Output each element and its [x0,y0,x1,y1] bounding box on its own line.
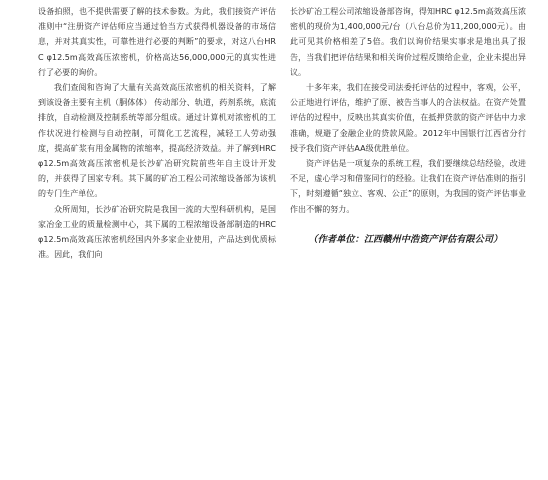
author-affiliation: （作者单位：江西赣州中浩资产评估有限公司） [308,233,503,245]
left-column [38,4,276,262]
paragraph-left-3: 众所周知，长沙矿冶研究院是我国一流的大型科研机构，是国家冶金工业的质量检测中心，其下属的工程浓缩设备部制造的HRC φ12.5m高效高压浓密机经国内外多家企业使用，产品达到优质标准。因此，我们向 [38,204,276,260]
paragraph-left-1: 设备拍照，也不提供需要了解的技术参数。为此，我们接资产评估准则中“注册资产评估师应当通过恰当方式获得机器设备的市场信息，并对其真实性，可靠性进行必要的判断”的要求，对这八台HRC φ12.5m高效高压浓密机，价格高达56,000,000元的真实性进行了必要的询价。 [38,7,276,77]
paragraph-left-2: 我们查阅和咨询了大量有关高效高压浓密机的相关资料，了解到该设备主要有主机（胴体体） 传动部分、轨道，药剂系统，底流排放，自动检测及控制系统等部分组成。通过计算机对浓密机的工作状况进行检测与自动控制，可简化工艺流程，减轻工人劳动强度，提高矿浆有用金属物的浓缩率，提高经济效益。并了解到HRC φ12.5m高效高压浓密机是长沙矿冶研究院前些年自主设计开发的，并获得了国家专利。其下属的矿冶工程公司浓缩设备部为该机的专门生产单位。 [38,83,276,199]
paragraph-right-1: 长沙矿冶工程公司浓缩设备部咨询，得知HRC φ12.5m高效高压浓密机的现价为1,400,000元/台（八台总价为11,200,000元）。由此可见其价格相差了5倍。我们以询价结果实事求是地出具了报告，当我们把评估结果和相关询价过程反馈给企业，企业未提出异议。 [290,7,526,77]
right-column [290,4,526,248]
paragraph-right-2: 十多年来，我们在接受司法委托评估的过程中，客观，公平，公正地进行评估，维护了原、被告当事人的合法权益。在资产处置评估的过程中，反映出其真实价值，在抵押贷款的资产评估中力求准确，规避了金融企业的贷款风险。2012年中国银行江西省分行授予我们资产评估AA级优胜单位。 [290,83,526,153]
paragraph-right-3: 资产评估是一项复杂的系统工程，我们要继续总结经验，改进不足，虚心学习和借鉴同行的经验。让我们在资产评估准则的指引下，时刻遵循“独立、客观、公正”的原则，为我国的资产评估事业作出不懈的努力。 [290,159,526,214]
